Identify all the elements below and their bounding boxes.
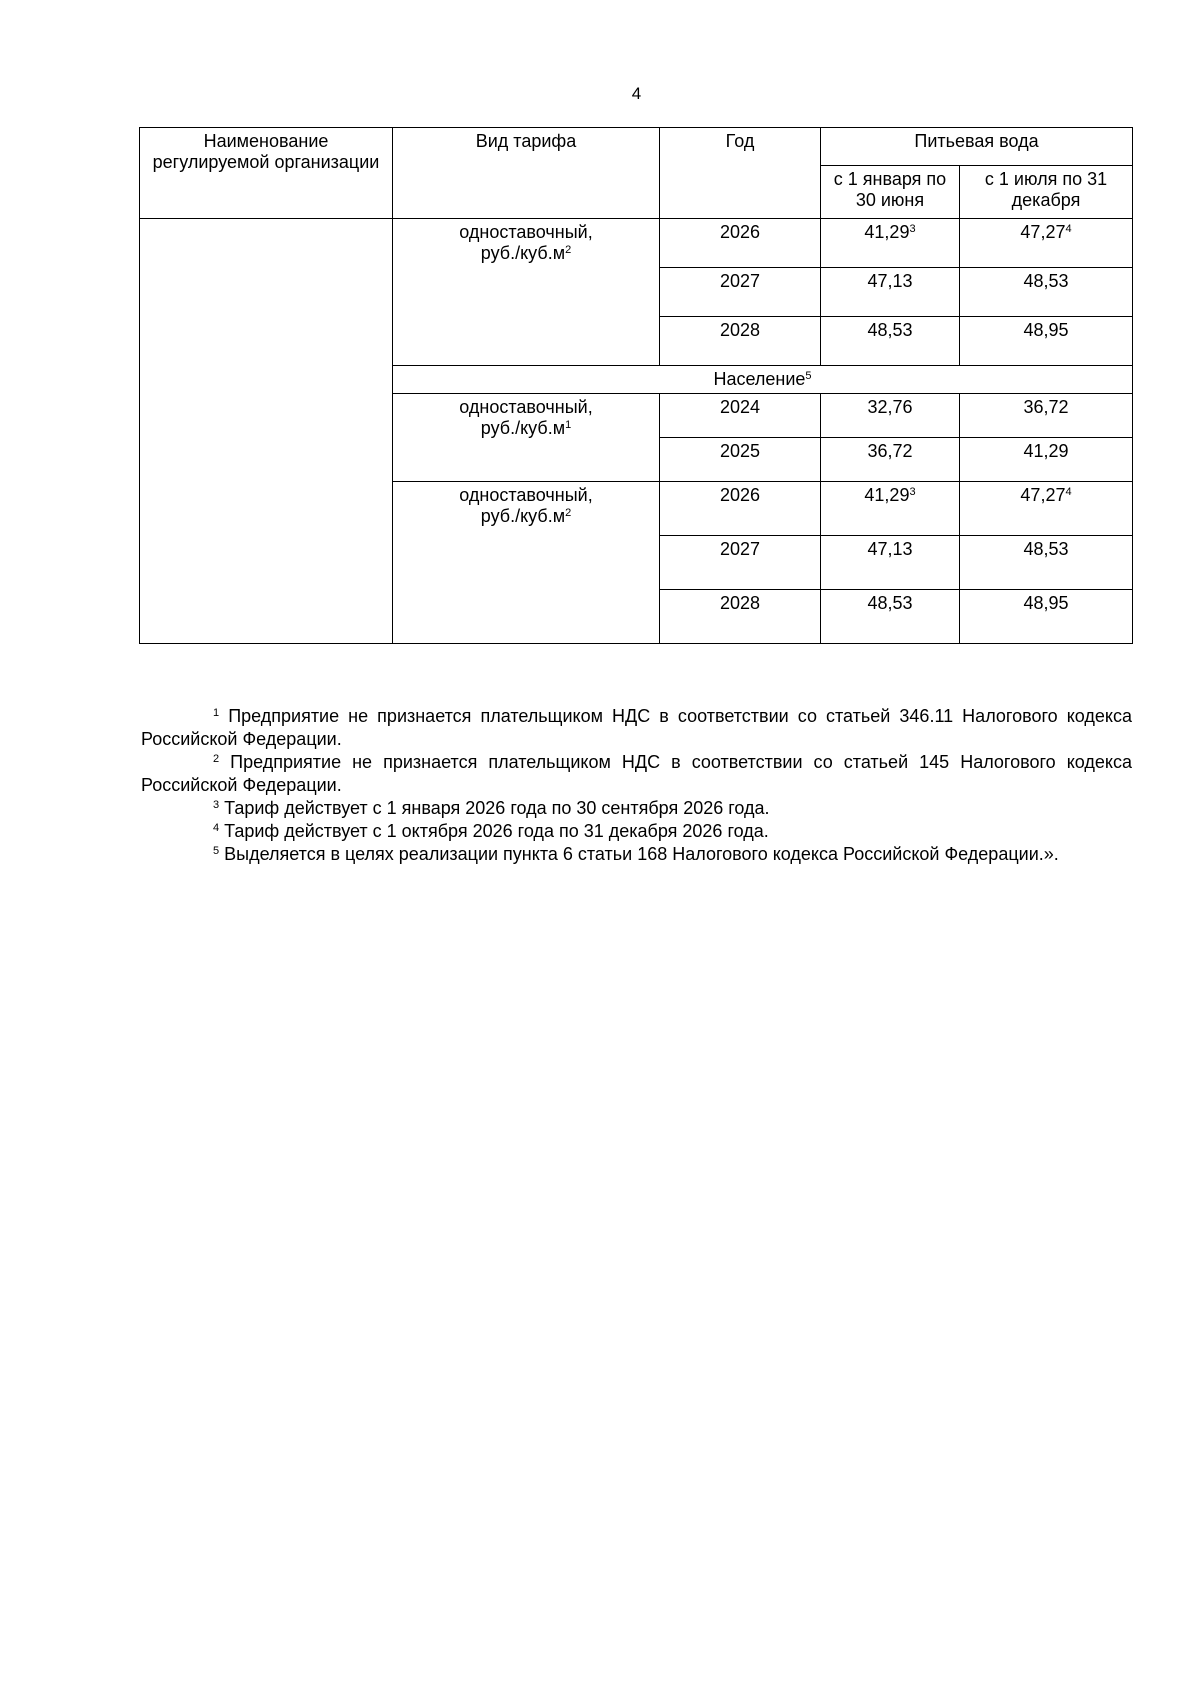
footnote-number: 5 bbox=[213, 845, 220, 857]
footnote-number: 4 bbox=[213, 822, 220, 834]
value-cell bbox=[821, 219, 960, 268]
year-cell: 2027 bbox=[660, 268, 821, 317]
header-tariff-type: Вид тарифа bbox=[393, 128, 660, 219]
value-cell: 48,95 bbox=[960, 590, 1133, 644]
value-text: 47,27 bbox=[1020, 485, 1066, 505]
value-cell: 41,29 bbox=[960, 438, 1133, 482]
value-text: 41,29 bbox=[864, 222, 910, 242]
value-cell: 36,72 bbox=[821, 438, 960, 482]
tariff-label: одноставочный, bbox=[459, 485, 593, 505]
year-cell: 2028 bbox=[660, 590, 821, 644]
header-period-2: с 1 июля по 31 декабря bbox=[960, 166, 1133, 219]
value-cell: 47,13 bbox=[821, 268, 960, 317]
footnote-text: Предприятие не признается плательщиком НДС в соответствии со статьей 145 Налогового кодекса Российской Федерации. bbox=[141, 752, 1132, 795]
footnote bbox=[141, 820, 1132, 843]
unit-label: руб./куб.м bbox=[480, 243, 566, 263]
footnote-number: 1 bbox=[213, 707, 220, 719]
value-text: 41,29 bbox=[864, 485, 910, 505]
year-cell: 2027 bbox=[660, 536, 821, 590]
footnote bbox=[141, 797, 1132, 820]
section-label: Население bbox=[713, 369, 806, 389]
footnote-ref: 1 bbox=[565, 419, 572, 431]
org-name-cell bbox=[140, 219, 393, 644]
header-period-1: с 1 января по 30 июня bbox=[821, 166, 960, 219]
tariff-type-cell bbox=[393, 482, 660, 644]
footnotes bbox=[141, 705, 1132, 866]
footnote-text: Тариф действует с 1 октября 2026 года по 31 декабря 2026 года. bbox=[224, 821, 769, 841]
header-year: Год bbox=[660, 128, 821, 219]
tariff-table bbox=[139, 127, 1133, 644]
unit-label: руб./куб.м bbox=[480, 506, 566, 526]
table-row bbox=[140, 219, 1133, 268]
value-cell: 36,72 bbox=[960, 394, 1133, 438]
page-number: 4 bbox=[631, 84, 642, 103]
value-cell bbox=[960, 219, 1133, 268]
footnote-ref: 2 bbox=[565, 507, 572, 519]
footnote-ref: 3 bbox=[909, 486, 916, 498]
tariff-label: одноставочный, bbox=[459, 222, 593, 242]
value-cell: 48,95 bbox=[960, 317, 1133, 366]
footnote-text: Тариф действует с 1 января 2026 года по 30 сентября 2026 года. bbox=[224, 798, 770, 818]
value-cell bbox=[821, 482, 960, 536]
footnote-ref: 4 bbox=[1065, 486, 1072, 498]
tariff-label: одноставочный, bbox=[459, 397, 593, 417]
footnote bbox=[141, 705, 1132, 751]
tariff-type-cell bbox=[393, 219, 660, 366]
footnote-ref: 3 bbox=[909, 223, 916, 235]
footnote-number: 3 bbox=[213, 799, 220, 811]
header-org: Наименование регулируемой организации bbox=[140, 128, 393, 219]
header-drinking-water: Питьевая вода bbox=[821, 128, 1133, 166]
value-cell: 48,53 bbox=[960, 536, 1133, 590]
value-cell: 48,53 bbox=[821, 317, 960, 366]
footnote-text: Предприятие не признается плательщиком НДС в соответствии со статьей 346.11 Налогового кодекса Российской Федерации. bbox=[141, 706, 1132, 749]
footnote-ref: 5 bbox=[805, 370, 812, 382]
footnote bbox=[141, 751, 1132, 797]
value-cell bbox=[960, 482, 1133, 536]
year-cell: 2025 bbox=[660, 438, 821, 482]
value-text: 47,27 bbox=[1020, 222, 1066, 242]
value-cell: 32,76 bbox=[821, 394, 960, 438]
year-cell: 2026 bbox=[660, 219, 821, 268]
year-cell: 2024 bbox=[660, 394, 821, 438]
footnote-ref: 4 bbox=[1065, 223, 1072, 235]
value-cell: 48,53 bbox=[960, 268, 1133, 317]
footnote-text: Выделяется в целях реализации пункта 6 статьи 168 Налогового кодекса Российской Федерации.». bbox=[224, 844, 1059, 864]
value-cell: 48,53 bbox=[821, 590, 960, 644]
value-cell: 47,13 bbox=[821, 536, 960, 590]
year-cell: 2028 bbox=[660, 317, 821, 366]
tariff-type-cell bbox=[393, 394, 660, 482]
footnote-ref: 2 bbox=[565, 244, 572, 256]
unit-label: руб./куб.м bbox=[480, 418, 566, 438]
footnote bbox=[141, 843, 1132, 866]
section-label-cell bbox=[393, 366, 1133, 394]
footnote-number: 2 bbox=[213, 753, 220, 765]
year-cell: 2026 bbox=[660, 482, 821, 536]
header-row bbox=[140, 128, 1133, 166]
